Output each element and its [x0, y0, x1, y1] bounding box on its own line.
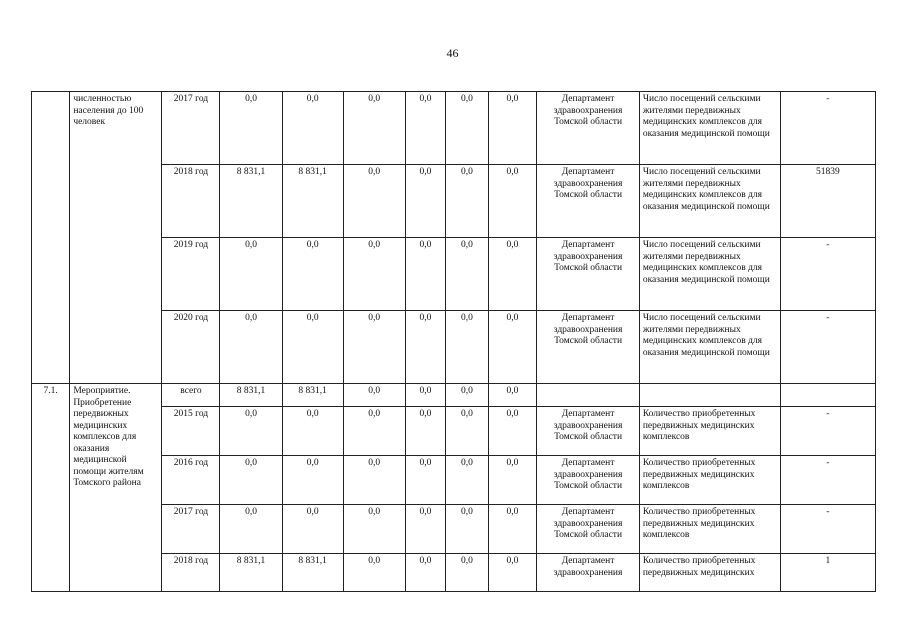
- cell-indicator-value: -: [780, 456, 875, 505]
- cell-value: 0,0: [405, 165, 445, 238]
- cell-value: 0,0: [446, 165, 488, 238]
- cell-indicator: Количество приобретенных передвижных медицинских комплексов: [639, 407, 780, 456]
- cell-indicator-value: -: [780, 505, 875, 554]
- cell-indicator-value: 1: [780, 554, 875, 592]
- cell-value: 0,0: [343, 505, 405, 554]
- cell-executor: Департамент здравоохранения Томской области: [537, 92, 640, 165]
- cell-executor: Департамент здравоохранения Томской области: [537, 456, 640, 505]
- table-row: [32, 92, 876, 165]
- table-row-total: [32, 384, 876, 407]
- cell-value: 0,0: [343, 407, 405, 456]
- cell-year: 2020 год: [162, 311, 220, 384]
- cell-indicator: Количество приобретенных передвижных медицинских: [639, 554, 780, 592]
- cell-value: 0,0: [220, 238, 282, 311]
- cell-executor: Департамент здравоохранения Томской области: [537, 407, 640, 456]
- cell-value: 0,0: [446, 92, 488, 165]
- cell-value: 0,0: [343, 311, 405, 384]
- cell-value: 0,0: [220, 407, 282, 456]
- cell-value: 0,0: [405, 238, 445, 311]
- cell-executor: Департамент здравоохранения Томской области: [537, 311, 640, 384]
- cell-number: 7.1.: [32, 384, 70, 592]
- cell-indicator-value: -: [780, 92, 875, 165]
- cell-value: 0,0: [220, 311, 282, 384]
- cell-indicator: Количество приобретенных передвижных медицинских комплексов: [639, 456, 780, 505]
- cell-number: [32, 92, 70, 384]
- cell-value: 8 831,1: [282, 384, 343, 407]
- cell-value: 0,0: [405, 456, 445, 505]
- cell-value: 0,0: [446, 238, 488, 311]
- cell-value: 0,0: [220, 456, 282, 505]
- cell-value: 8 831,1: [282, 165, 343, 238]
- program-table: [31, 91, 876, 592]
- cell-value: 0,0: [220, 505, 282, 554]
- cell-executor: Департамент здравоохранения Томской области: [537, 505, 640, 554]
- cell-year: 2018 год: [162, 165, 220, 238]
- cell-value: 0,0: [488, 384, 537, 407]
- cell-value: 0,0: [282, 92, 343, 165]
- cell-value: 0,0: [446, 311, 488, 384]
- cell-value: 0,0: [446, 384, 488, 407]
- cell-indicator-value: 51839: [780, 165, 875, 238]
- cell-year: 2015 год: [162, 407, 220, 456]
- cell-value: 0,0: [282, 238, 343, 311]
- cell-value: 0,0: [488, 165, 537, 238]
- cell-executor: Департамент здравоохранения Томской области: [537, 165, 640, 238]
- cell-value: 0,0: [446, 456, 488, 505]
- cell-value: 8 831,1: [282, 554, 343, 592]
- cell-value: 0,0: [405, 505, 445, 554]
- cell-executor: Департамент здравоохранения Томской области: [537, 238, 640, 311]
- cell-activity-name: Мероприятие. Приобретение передвижных медицинских комплексов для оказания медицинской помощи жителям Томского района: [70, 384, 162, 592]
- cell-value: 0,0: [488, 92, 537, 165]
- cell-value: 0,0: [446, 407, 488, 456]
- cell-value: 0,0: [446, 505, 488, 554]
- cell-value: 0,0: [405, 311, 445, 384]
- cell-value: 0,0: [282, 505, 343, 554]
- cell-value: 0,0: [488, 554, 537, 592]
- cell-indicator-value: -: [780, 238, 875, 311]
- cell-value: 0,0: [343, 554, 405, 592]
- cell-year: 2017 год: [162, 505, 220, 554]
- cell-value: 0,0: [282, 311, 343, 384]
- cell-value: 0,0: [405, 407, 445, 456]
- cell-year: 2016 год: [162, 456, 220, 505]
- cell-value: 0,0: [488, 407, 537, 456]
- cell-value: 0,0: [488, 238, 537, 311]
- cell-executor: Департамент здравоохранения: [537, 554, 640, 592]
- cell-value: 0,0: [343, 92, 405, 165]
- cell-value: 0,0: [343, 456, 405, 505]
- cell-value: 0,0: [446, 554, 488, 592]
- cell-value: 0,0: [343, 238, 405, 311]
- cell-indicator-value: -: [780, 407, 875, 456]
- cell-value: 8 831,1: [220, 165, 282, 238]
- cell-indicator: Количество приобретенных передвижных медицинских комплексов: [639, 505, 780, 554]
- cell-value: 0,0: [488, 505, 537, 554]
- cell-value: 0,0: [405, 384, 445, 407]
- cell-indicator-value: -: [780, 311, 875, 384]
- cell-indicator: Число посещений сельскими жителями передвижных медицинских комплексов для оказания медицинской помощи: [639, 238, 780, 311]
- cell-value: 0,0: [282, 456, 343, 505]
- page-number: 46: [446, 46, 459, 60]
- cell-indicator: Число посещений сельскими жителями передвижных медицинских комплексов для оказания медицинской помощи: [639, 165, 780, 238]
- cell-year: 2019 год: [162, 238, 220, 311]
- cell-value: 0,0: [343, 384, 405, 407]
- cell-executor: [537, 384, 640, 407]
- cell-value: 0,0: [220, 92, 282, 165]
- cell-indicator-value: [780, 384, 875, 407]
- cell-value: 0,0: [405, 554, 445, 592]
- cell-value: 0,0: [343, 165, 405, 238]
- cell-value: 0,0: [282, 407, 343, 456]
- cell-indicator: Число посещений сельскими жителями передвижных медицинских комплексов для оказания медицинской помощи: [639, 92, 780, 165]
- cell-value: 0,0: [488, 311, 537, 384]
- cell-year: 2018 год: [162, 554, 220, 592]
- cell-value: 0,0: [488, 456, 537, 505]
- cell-value: 8 831,1: [220, 554, 282, 592]
- cell-year: всего: [162, 384, 220, 407]
- cell-indicator: [639, 384, 780, 407]
- cell-activity-name: численностью населения до 100 человек: [70, 92, 162, 384]
- cell-year: 2017 год: [162, 92, 220, 165]
- cell-value: 0,0: [405, 92, 445, 165]
- cell-value: 8 831,1: [220, 384, 282, 407]
- cell-indicator: Число посещений сельскими жителями передвижных медицинских комплексов для оказания медицинской помощи: [639, 311, 780, 384]
